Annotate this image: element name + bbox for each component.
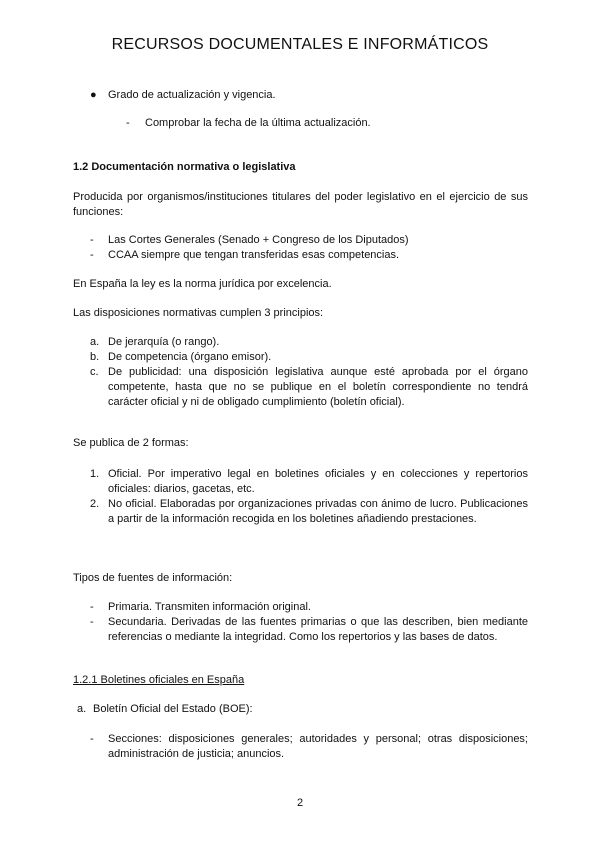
dash-marker: - — [90, 249, 94, 261]
section-intro: Producida por organismos/instituciones titulares del poder legislativo en el ejercicio de sus funciones: — [73, 191, 528, 218]
paragraph: Se publica de 2 formas: — [73, 437, 189, 449]
dash-marker: - — [90, 733, 94, 745]
list-marker: 1. — [90, 468, 100, 480]
dash-marker: - — [90, 234, 94, 246]
list-item: De jerarquía (o rango). — [108, 336, 220, 348]
list-item: Grado de actualización y vigencia. — [108, 89, 276, 101]
list-marker: a. — [90, 336, 100, 348]
list-item: Boletín Oficial del Estado (BOE): — [93, 703, 253, 715]
list-item: Primaria. Transmiten información original. — [108, 601, 311, 613]
page-header-title: RECURSOS DOCUMENTALES E INFORMÁTICOS — [111, 36, 489, 53]
list-marker: c. — [90, 366, 99, 378]
dash-marker: - — [90, 601, 94, 613]
list-item: De competencia (órgano emisor). — [108, 351, 272, 363]
list-item: De publicidad: una disposición legislativa aunque esté aprobada por el órgano competente, hasta que no se publique en el boletín correspondiente no tendrá carácter oficial y ni de obligado cumplimiento (boletín oficial). — [108, 366, 528, 408]
list-item: CCAA siempre que tengan transferidas esas competencias. — [108, 249, 400, 261]
list-item: Oficial. Por imperativo legal en boletines oficiales y en colecciones y repertorios oficiales: diarios, gacetas, etc. — [108, 468, 528, 495]
paragraph: En España la ley es la norma jurídica por excelencia. — [73, 278, 332, 290]
page-number: 2 — [296, 797, 304, 809]
list-item: Comprobar la fecha de la última actualización. — [145, 117, 371, 129]
section-heading: 1.2 Documentación normativa o legislativa — [73, 161, 296, 173]
paragraph: Tipos de fuentes de información: — [73, 572, 233, 584]
subsection-heading: 1.2.1 Boletines oficiales en España — [73, 674, 245, 686]
dash-marker: - — [90, 616, 94, 628]
list-marker: a. — [77, 703, 87, 715]
list-marker: b. — [90, 351, 100, 363]
paragraph: Las disposiciones normativas cumplen 3 principios: — [73, 307, 324, 319]
bullet-marker: ● — [90, 89, 97, 101]
list-item: No oficial. Elaboradas por organizaciones privadas con ánimo de lucro. Publicaciones a partir de la información recogida en los boletines añadiendo prestaciones. — [108, 498, 528, 525]
list-item: Secundaria. Derivadas de las fuentes primarias o que las describen, bien mediante referencias o mediante la integridad. Como los repertorios y las bases de datos. — [108, 616, 528, 643]
list-marker: 2. — [90, 498, 100, 510]
list-item: Las Cortes Generales (Senado + Congreso de los Diputados) — [108, 234, 409, 246]
dash-marker: - — [126, 117, 130, 129]
list-item: Secciones: disposiciones generales; autoridades y personal; otras disposiciones; administración de justicia; anuncios. — [108, 733, 528, 760]
